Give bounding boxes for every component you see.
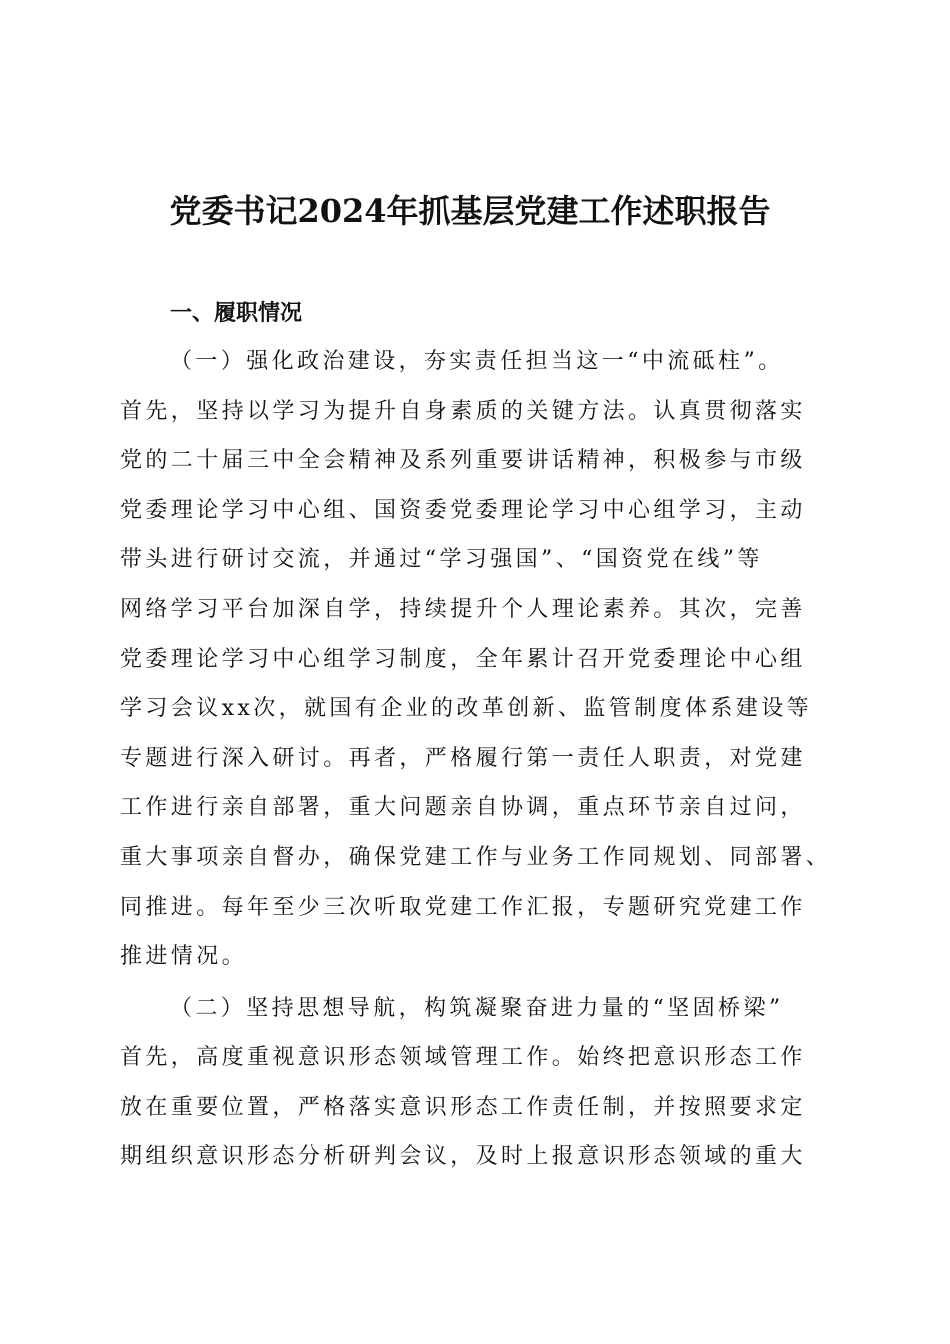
section-heading: 一、履职情况 <box>170 301 303 326</box>
paragraph-line: 党委理论学习中心组、国资委党委理论学习中心组学习，主动 <box>120 498 806 523</box>
paragraph-line: 首先，坚持以学习为提升自身素质的关键方法。认真贯彻落实 <box>120 399 806 424</box>
paragraph-line: 推进情况。 <box>120 944 248 969</box>
paragraph-line: 同推进。每年至少三次听取党建工作汇报，专题研究党建工作 <box>120 895 806 920</box>
paragraph-line: （二）坚持思想导航，构筑凝聚奋进力量的“坚固桥梁” <box>170 996 784 1021</box>
document-title: 党委书记2024年抓基层党建工作述职报告 <box>169 192 771 230</box>
paragraph-line: 重大事项亲自督办，确保党建工作与业务工作同规划、同部署、 <box>120 845 832 870</box>
paragraph-line: 网络学习平台加深自学，持续提升个人理论素养。其次，完善 <box>120 597 806 622</box>
paragraph-line: 放在重要位置，严格落实意识形态工作责任制，并按照要求定 <box>120 1095 806 1120</box>
paragraph-line: （一）强化政治建设，夯实责任担当这一“中流砥柱”。 <box>170 349 784 374</box>
paragraph-line: 工作进行亲自部署，重大问题亲自协调，重点环节亲自过问， <box>120 795 806 820</box>
paragraph-line: 党委理论学习中心组学习制度，全年累计召开党委理论中心组 <box>120 647 806 672</box>
paragraph-line: 党的二十届三中全会精神及系列重要讲话精神，积极参与市级 <box>120 448 806 473</box>
paragraph-line: 学习会议xx次，就国有企业的改革创新、监管制度体系建设等 <box>120 696 813 721</box>
paragraph-line: 专题进行深入研讨。再者，严格履行第一责任人职责，对党建 <box>120 746 806 771</box>
paragraph-line: 带头进行研讨交流，并通过“学习强国”、“国资党在线”等 <box>120 547 763 572</box>
paragraph-line: 期组织意识形态分析研判会议，及时上报意识形态领域的重大 <box>120 1144 806 1169</box>
paragraph-line: 首先，高度重视意识形态领域管理工作。始终把意识形态工作 <box>120 1045 806 1070</box>
